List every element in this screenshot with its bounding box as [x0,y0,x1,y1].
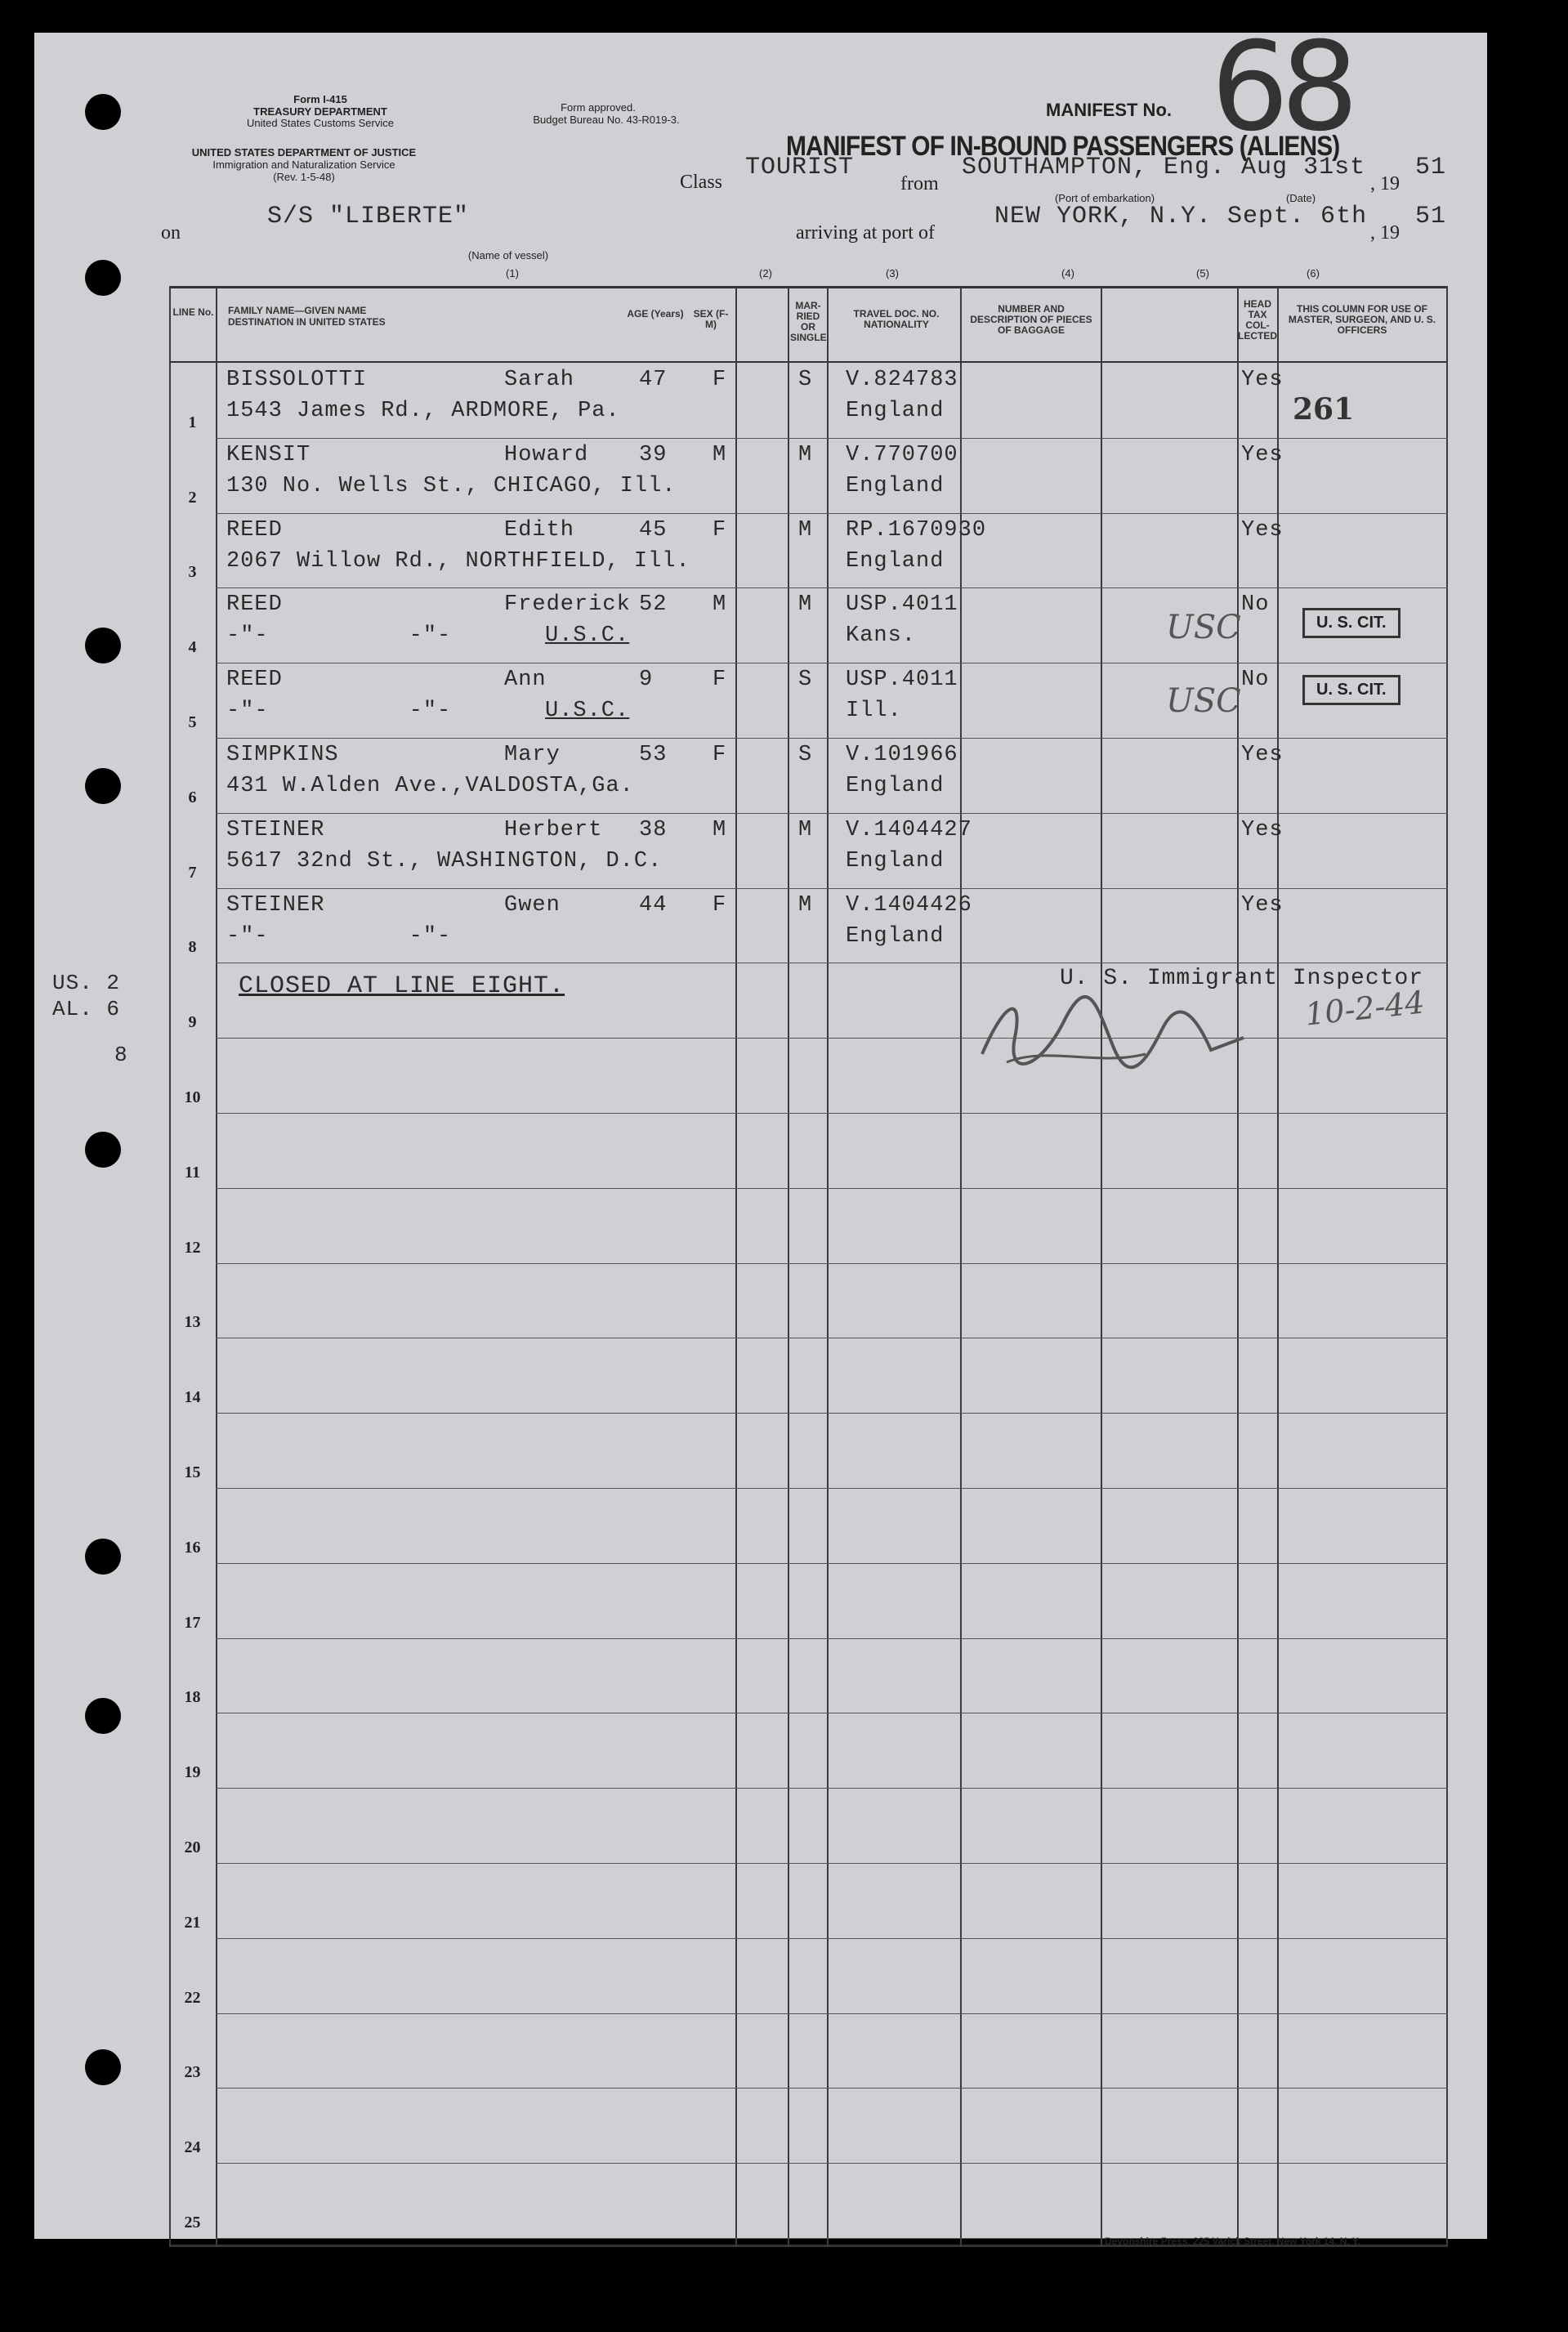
passenger-travel-doc: RP.1670930 [846,517,987,543]
officer-number: 261 [1293,392,1355,427]
revision-date: (Rev. 1-5-48) [273,171,335,183]
line-number: 7 [188,863,197,882]
row-divider [216,1413,1448,1414]
punch-hole [85,1698,121,1734]
manifest-number-label: MANIFEST No. [1046,100,1172,120]
passenger-nationality: England [846,774,945,798]
passenger-head-tax: No [1241,668,1270,693]
doj-heading: UNITED STATES DEPARTMENT OF JUSTICE [191,146,417,159]
arrival-year: 51 [1415,203,1447,230]
passenger-nationality: Kans. [846,623,917,649]
passenger-age: 9 [639,668,654,693]
line-number: 13 [184,1313,201,1332]
passenger-destination: 431 W.Alden Ave.,VALDOSTA,Ga. [226,774,634,798]
col-num-4: (4) [1061,267,1074,279]
us-citizen-stamp: U. S. CIT. [1302,675,1400,705]
passenger-family-name: SIMPKINS [226,743,339,767]
row-divider [216,813,1448,814]
passenger-citizen-note: U.S.C. [545,699,630,724]
embark-caption: (Port of embarkation) [1054,192,1155,204]
col-num-1: (1) [506,267,519,279]
passenger-marital-status: M [798,592,813,618]
date-caption: (Date) [1285,192,1316,204]
line-number: 14 [184,1388,201,1407]
line-number: 2 [188,488,197,507]
passenger-head-tax: Yes [1241,442,1284,467]
line-number: 10 [184,1088,201,1106]
arrival-port: NEW YORK, N.Y. Sept. 6th [994,203,1368,230]
passenger-sex: M [713,442,727,467]
usc-note: USC [1166,609,1241,646]
passenger-travel-doc: USP.4011 [846,592,958,618]
line-number: 22 [184,1988,201,2007]
passenger-marital-status: M [798,817,813,842]
passenger-family-name: REED [226,592,283,618]
class-value: TOURIST [745,154,855,181]
manifest-number: 68 [1211,16,1351,159]
row-divider [216,1638,1448,1639]
row-divider [216,2013,1448,2014]
line-number: 17 [184,1613,201,1632]
line-number: 3 [188,563,197,582]
passenger-age: 52 [639,592,668,618]
from-label: from [900,173,939,194]
passenger-travel-doc: V.824783 [846,368,958,392]
row-divider [216,1788,1448,1789]
passenger-sex: F [713,517,727,543]
punch-hole [85,260,121,296]
from-value: SOUTHAMPTON, Eng. Aug 31st [962,154,1366,181]
passenger-marital-status: M [798,442,813,467]
passenger-sex: F [713,892,727,918]
manifest-title: MANIFEST OF IN-BOUND PASSENGERS (ALIENS) [786,131,1340,162]
punch-hole [85,628,121,663]
passenger-destination: 1543 James Rd., ARDMORE, Pa. [226,399,620,423]
passenger-citizen-note: U.S.C. [545,623,630,649]
passenger-marital-status: S [798,368,813,392]
printer-imprint: Devonshire Press, 225 Varick Street, New York 14, N. Y. [1105,2236,1360,2247]
line-number: 24 [184,2138,201,2157]
passenger-age: 44 [639,892,668,918]
passenger-travel-doc: V.1404427 [846,817,972,842]
row-divider [216,1863,1448,1864]
form-approved: Form approved. [561,101,636,114]
row-divider [216,2088,1448,2089]
passenger-table [169,286,1448,2247]
col-num-3: (3) [886,267,899,279]
passenger-head-tax: Yes [1241,743,1284,767]
line-number: 9 [188,1013,197,1032]
line-number: 6 [188,788,197,806]
row-divider [216,1563,1448,1564]
year-label-2: , 19 [1370,222,1400,243]
form-number: Form I-415 [293,93,347,105]
passenger-given-name: Edith [504,517,575,543]
passenger-travel-doc: V.770700 [846,442,958,467]
passenger-age: 53 [639,743,668,767]
margin-total: 8 [114,1043,128,1067]
passenger-head-tax: Yes [1241,368,1284,392]
usc-note: USC [1166,682,1241,720]
row-divider [216,1938,1448,1939]
passenger-age: 39 [639,442,668,467]
punch-hole [85,94,121,130]
row-divider [216,2163,1448,2164]
col-num-5: (5) [1196,267,1209,279]
on-label: on [161,222,181,243]
passenger-family-name: REED [226,668,283,693]
us-citizen-stamp: U. S. CIT. [1302,608,1400,638]
passenger-given-name: Howard [504,442,589,467]
passenger-destination: 5617 32nd St., WASHINGTON, D.C. [226,848,663,873]
margin-al-count: AL. 6 [52,997,121,1021]
line-number: 8 [188,938,197,957]
col-officers: THIS COLUMN FOR USE OF MASTER, SURGEON, AND U. S. OFFICERS [1288,303,1436,336]
from-year: 51 [1415,154,1447,181]
inspector-title: U. S. Immigrant Inspector [1060,966,1424,991]
row-divider [216,438,1448,439]
passenger-nationality: England [846,473,945,498]
col-travel-doc: TRAVEL DOC. NO. NATIONALITY [853,308,940,330]
line-number: 19 [184,1763,201,1782]
line-number: 20 [184,1838,201,1856]
passenger-travel-doc: V.1404426 [846,892,972,918]
punch-hole [85,768,121,804]
arriving-label: arriving at port of [796,222,935,243]
customs-service: United States Customs Service [247,117,394,129]
passenger-sex: M [713,817,727,842]
passenger-given-name: Herbert [504,817,603,842]
signature-date: 10-2-44 [1303,984,1427,1033]
row-divider [216,1263,1448,1264]
passenger-destination: 130 No. Wells St., CHICAGO, Ill. [226,473,677,498]
col-baggage: NUMBER AND DESCRIPTION OF PIECES OF BAGGAGE [970,303,1092,336]
line-number: 16 [184,1538,201,1557]
col-destination: DESTINATION IN UNITED STATES [228,316,386,328]
passenger-destination: -"- -"- [226,699,452,724]
budget-bureau: Budget Bureau No. 43-R019-3. [533,114,680,126]
passenger-family-name: STEINER [226,817,325,842]
passenger-head-tax: Yes [1241,517,1284,543]
row-divider [216,1188,1448,1189]
passenger-given-name: Frederick [504,592,631,618]
passenger-destination: -"- -"- [226,623,452,649]
passenger-family-name: REED [226,517,283,543]
passenger-sex: F [713,368,727,392]
ins-heading: Immigration and Naturalization Service [212,159,395,171]
passenger-sex: F [713,743,727,767]
passenger-given-name: Mary [504,743,561,767]
line-number: 5 [188,713,197,731]
line-number: 15 [184,1463,201,1481]
line-number: 11 [185,1163,200,1182]
col-head-tax: HEAD TAX COL-LECTED [1238,298,1277,342]
treasury-dept: TREASURY DEPARTMENT [253,105,387,118]
col-name: FAMILY NAME—GIVEN NAME [228,305,367,316]
manifest-sheet [34,16,1487,2247]
col-num-6: (6) [1307,267,1320,279]
row-divider [216,513,1448,514]
passenger-family-name: BISSOLOTTI [226,368,368,392]
passenger-marital-status: S [798,743,813,767]
passenger-head-tax: Yes [1241,817,1284,842]
passenger-given-name: Gwen [504,892,561,918]
row-divider [216,1113,1448,1114]
passenger-nationality: England [846,848,945,873]
passenger-sex: M [713,592,727,618]
passenger-marital-status: S [798,668,813,693]
passenger-age: 47 [639,368,668,392]
punch-hole [85,1539,121,1575]
passenger-family-name: KENSIT [226,442,311,467]
passenger-given-name: Sarah [504,368,575,392]
closed-at-line: CLOSED AT LINE EIGHT. [239,972,565,1000]
passenger-nationality: Ill. [846,699,902,724]
passenger-age: 38 [639,817,668,842]
row-divider [216,587,1448,588]
passenger-nationality: England [846,399,945,423]
passenger-nationality: England [846,923,945,949]
year-label-1: , 19 [1370,173,1400,194]
passenger-nationality: England [846,548,945,574]
passenger-destination: 2067 Willow Rd., NORTHFIELD, Ill. [226,548,690,574]
passenger-sex: F [713,668,727,693]
inspector-signature [974,989,1317,1079]
passenger-destination: -"- -"- [226,923,452,949]
col-married: MAR-RIED OR SINGLE [790,300,827,343]
passenger-age: 45 [639,517,668,543]
passenger-head-tax: Yes [1241,892,1284,918]
margin-us-count: US. 2 [52,971,121,995]
punch-hole [85,2049,121,2085]
passenger-head-tax: No [1241,592,1270,618]
row-divider [216,888,1448,889]
col-age: AGE (Years) [627,308,684,319]
line-number: 12 [184,1238,201,1257]
line-number: 23 [184,2063,201,2082]
line-number: 1 [188,413,197,431]
passenger-travel-doc: USP.4011 [846,668,958,693]
line-number: 21 [184,1913,201,1932]
line-number: 4 [188,638,197,657]
row-divider [216,738,1448,739]
passenger-given-name: Ann [504,668,547,693]
line-number: 18 [184,1688,201,1707]
class-label: Class [680,172,723,193]
col-sex: SEX (F-M) [693,308,729,330]
col-line: LINE No. [172,306,214,318]
vessel-name: S/S "LIBERTE" [267,203,470,230]
passenger-marital-status: M [798,892,813,918]
passenger-travel-doc: V.101966 [846,743,958,767]
passenger-family-name: STEINER [226,892,325,918]
passenger-marital-status: M [798,517,813,543]
line-number: 25 [184,2214,201,2231]
col-num-2: (2) [759,267,772,279]
row-divider [216,1488,1448,1489]
punch-hole [85,1132,121,1168]
vessel-caption: (Name of vessel) [467,249,549,261]
